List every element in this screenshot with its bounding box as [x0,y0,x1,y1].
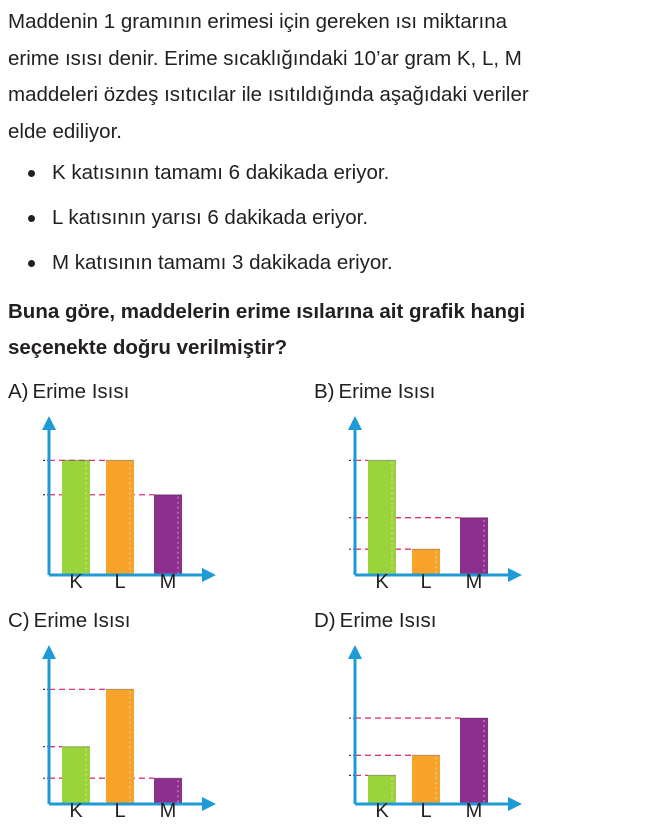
stem-line-2: erime ısısı denir. Erime sıcaklığındaki 10’ar gram K, L, M [8,46,522,70]
list-item [0,243,647,288]
y-axis-label: Erime Isısı [33,609,131,632]
x-tick-label: M [159,571,177,588]
question-line-2: seçenekte doğru verilmiştir? [8,335,288,359]
bullet-icon [28,215,35,222]
option-a-header [8,380,129,404]
x-axis-arrow-icon [202,797,216,811]
option-d-chart [314,637,546,817]
x-tick-label: M [465,571,483,588]
option-letter: D) [314,609,336,632]
x-axis-arrow-icon [508,797,522,811]
option-c[interactable] [8,609,248,819]
option-c-chart [8,637,240,817]
x-tick-label: L [420,571,432,588]
y-axis-arrow-icon [42,416,56,430]
list-item [0,198,647,243]
stem-line-1: Maddenin 1 gramının erimesi için gereken ısı miktarına [8,10,508,33]
x-tick-label: K [375,571,389,588]
y-axis-label: Erime Isısı [339,609,437,632]
option-letter: A) [8,380,29,403]
x-tick-label: K [69,571,83,588]
y-axis-label: Erime Isısı [32,380,130,403]
list-item [0,153,647,198]
option-d-header [314,609,436,633]
y-axis-arrow-icon [348,645,362,659]
stem-line-4: elde ediliyor. [8,119,122,143]
x-tick-label: L [114,571,126,588]
data-list [0,153,647,288]
x-tick-label: L [114,800,126,817]
option-a-chart [8,408,240,588]
x-tick-label: K [69,800,83,817]
option-c-header [8,609,130,633]
option-b[interactable] [314,380,554,590]
x-tick-label: K [375,800,389,817]
question-line-1: Buna göre, maddelerin erime ısılarına ait grafik hangi [8,300,526,323]
question-stem [8,4,640,150]
x-tick-label: M [159,800,177,817]
x-axis-arrow-icon [508,568,522,582]
y-axis-arrow-icon [348,416,362,430]
list-item-text: K katısının tamamı 6 dakikada eriyor. [52,161,390,184]
y-axis-arrow-icon [42,645,56,659]
bullet-icon [28,260,35,267]
question-prompt [8,294,640,365]
x-tick-label: M [465,800,483,817]
option-b-header [314,380,435,404]
option-letter: C) [8,609,30,632]
option-a[interactable] [8,380,248,590]
stem-line-3: maddeleri özdeş ısıtıcılar ile ısıtıldığında aşağıdaki veriler [8,83,529,106]
y-axis-label: Erime Isısı [338,380,436,403]
option-b-chart [314,408,546,588]
x-axis-arrow-icon [202,568,216,582]
bullet-icon [28,170,35,177]
option-d[interactable] [314,609,554,819]
x-tick-label: L [420,800,432,817]
list-item-text: M katısının tamamı 3 dakikada eriyor. [52,251,393,274]
option-letter: B) [314,380,335,403]
list-item-text: L katısının yarısı 6 dakikada eriyor. [52,206,369,229]
